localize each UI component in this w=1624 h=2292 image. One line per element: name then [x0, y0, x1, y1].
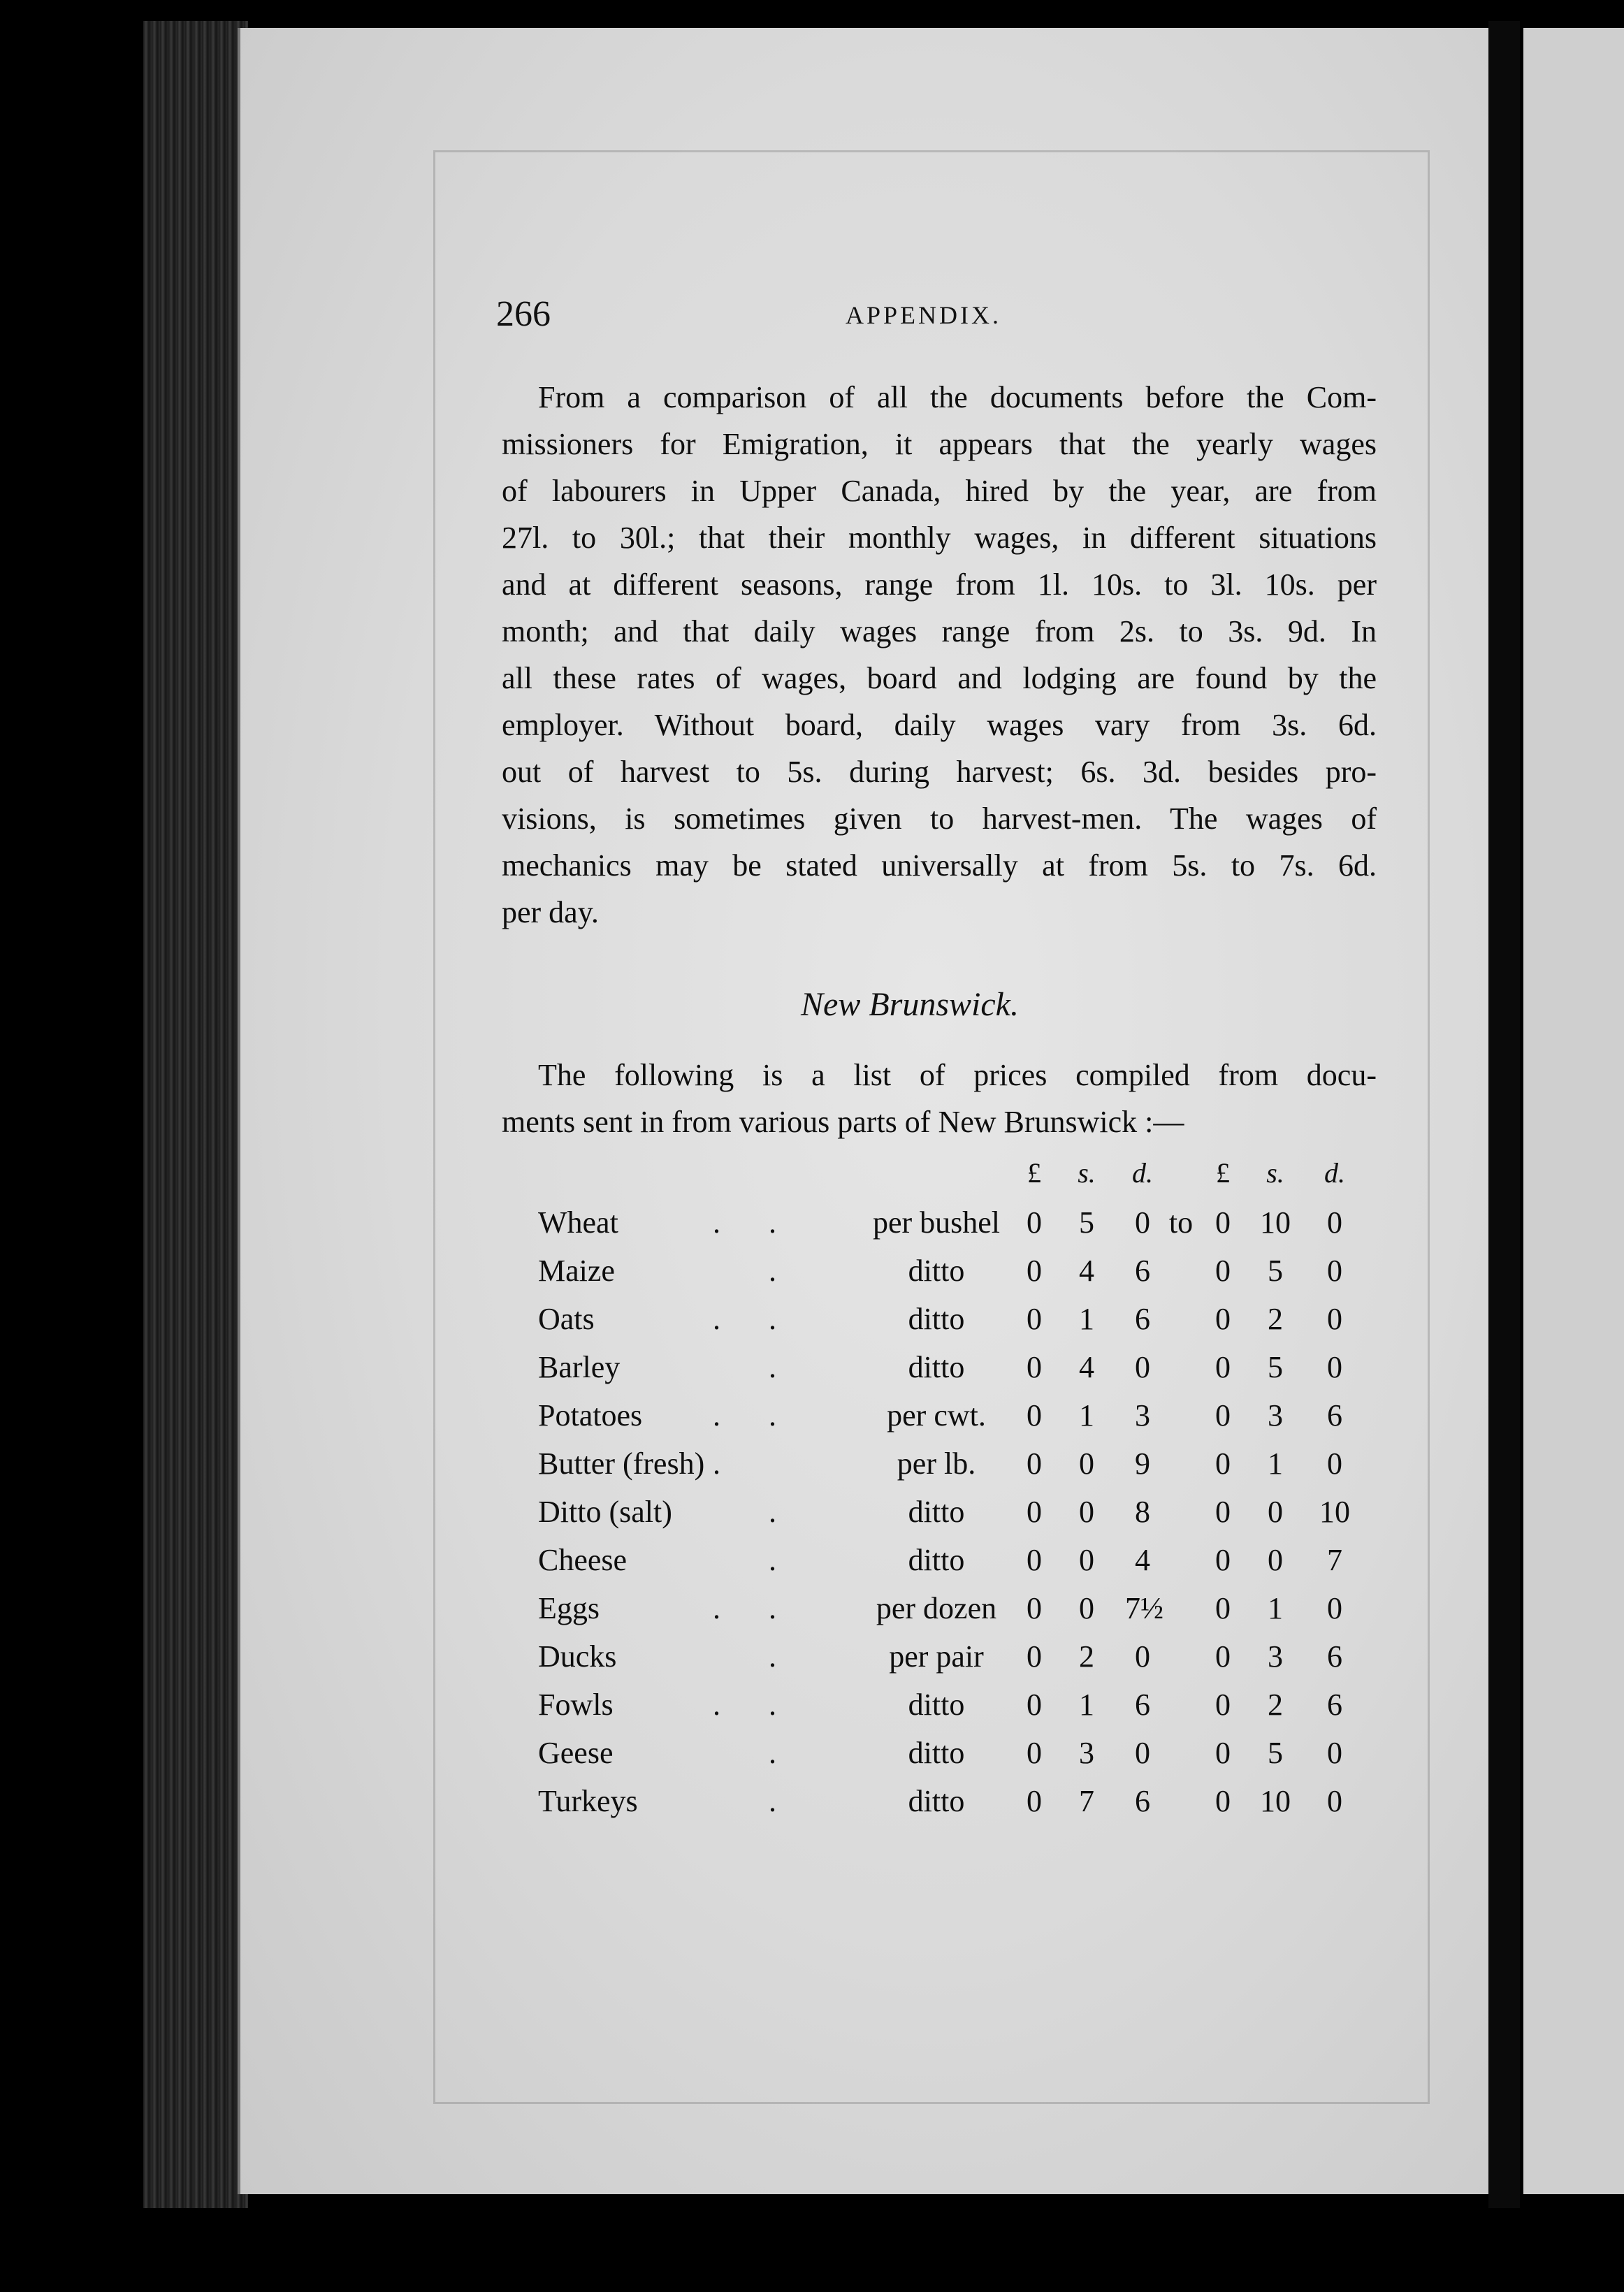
body-line: out of harvest to 5s. during harvest; 6s. 3d. besides pro- [502, 755, 1377, 789]
table-row [538, 1349, 1377, 1398]
table-row [538, 1639, 1377, 1687]
price-shillings-to: 1 [1268, 1591, 1283, 1625]
item-unit: ditto [908, 1350, 965, 1384]
price-pounds-to: 0 [1215, 1254, 1231, 1288]
leader-dot: . [769, 1591, 776, 1625]
price-pence-to: 10 [1319, 1495, 1350, 1529]
price-shillings-from: 0 [1079, 1495, 1094, 1529]
price-pence-to: 0 [1327, 1591, 1342, 1625]
item-unit: ditto [908, 1784, 965, 1818]
price-pounds-to: 0 [1215, 1446, 1231, 1481]
running-head: APPENDIX. [846, 301, 1002, 329]
price-pence-to: 0 [1327, 1736, 1342, 1770]
item-unit: ditto [908, 1688, 965, 1722]
item-name: Potatoes [538, 1398, 643, 1432]
price-table [538, 1156, 1377, 1832]
item-name: Maize [538, 1254, 615, 1288]
intro-line: ments sent in from various parts of New Brunswick :— [502, 1105, 1184, 1139]
price-pence-from: 6 [1135, 1254, 1150, 1288]
price-pence-from: 0 [1135, 1736, 1150, 1770]
item-name: Butter (fresh) [538, 1446, 705, 1481]
price-shillings-from: 4 [1079, 1350, 1094, 1384]
price-pence-to: 6 [1327, 1639, 1342, 1674]
table-row [538, 1205, 1377, 1253]
price-shillings-to: 3 [1268, 1398, 1283, 1432]
price-pounds-from: 0 [1027, 1784, 1042, 1818]
item-unit: ditto [908, 1254, 965, 1288]
item-name: Fowls [538, 1688, 614, 1722]
price-pounds-to: 0 [1215, 1639, 1231, 1674]
item-name: Cheese [538, 1543, 628, 1577]
price-pounds-from: 0 [1027, 1591, 1042, 1625]
price-shillings-to: 0 [1268, 1495, 1283, 1529]
item-name: Oats [538, 1302, 595, 1336]
price-shillings-to: 3 [1268, 1639, 1283, 1674]
price-pounds-from: 0 [1027, 1639, 1042, 1674]
price-pence-to: 7 [1327, 1543, 1342, 1577]
price-pounds-from: 0 [1027, 1302, 1042, 1336]
price-pounds-to: 0 [1215, 1398, 1231, 1432]
item-unit: per bushel [872, 1205, 1001, 1240]
item-name: Wheat [538, 1205, 618, 1240]
price-pence-from: 0 [1135, 1639, 1150, 1674]
price-pounds-from: 0 [1027, 1350, 1042, 1384]
body-line: visions, is sometimes given to harvest-men. The wages of [502, 802, 1377, 836]
item-unit: ditto [908, 1495, 965, 1529]
item-unit: ditto [908, 1736, 965, 1770]
item-unit: ditto [908, 1302, 965, 1336]
item-unit: per pair [889, 1639, 984, 1674]
leader-dot: . [713, 1688, 720, 1722]
item-name: Geese [538, 1736, 614, 1770]
price-shillings-to: 2 [1268, 1302, 1283, 1336]
price-shillings-to: 10 [1260, 1784, 1291, 1818]
item-name: Ducks [538, 1639, 617, 1674]
item-unit: per lb. [897, 1446, 976, 1481]
intro-line: The following is a list of prices compiled from docu- [538, 1058, 1377, 1092]
price-pence-to: 0 [1327, 1205, 1342, 1240]
price-shillings-from: 0 [1079, 1543, 1094, 1577]
body-line: all these rates of wages, board and lodging are found by the [502, 661, 1377, 695]
price-pence-from: 3 [1135, 1398, 1150, 1432]
item-unit: ditto [908, 1543, 965, 1577]
table-row [538, 1590, 1377, 1639]
table-row [538, 1446, 1377, 1494]
price-pounds-to: 0 [1215, 1543, 1231, 1577]
header-pence-from: d. [1132, 1157, 1153, 1189]
price-pence-from: 6 [1135, 1688, 1150, 1722]
price-pounds-to: 0 [1215, 1736, 1231, 1770]
price-shillings-to: 2 [1268, 1688, 1283, 1722]
leader-dot: . [713, 1591, 720, 1625]
leader-dot: . [769, 1495, 776, 1529]
price-pounds-to: 0 [1215, 1688, 1231, 1722]
body-line: employer. Without board, daily wages vary from 3s. 6d. [502, 708, 1377, 742]
price-pounds-from: 0 [1027, 1736, 1042, 1770]
section-title: New Brunswick. [801, 986, 1019, 1023]
leader-dot: . [769, 1688, 776, 1722]
table-row [538, 1687, 1377, 1735]
price-shillings-from: 0 [1079, 1591, 1094, 1625]
range-to-word: to [1168, 1205, 1194, 1240]
leader-dot: . [769, 1543, 776, 1577]
price-pounds-from: 0 [1027, 1495, 1042, 1529]
body-line: and at different seasons, range from 1l. 10s. to 3l. 10s. per [502, 567, 1377, 602]
price-pence-from: 4 [1135, 1543, 1150, 1577]
leader-dot: . [769, 1302, 776, 1336]
leader-dot: . [769, 1736, 776, 1770]
leader-dot: . [769, 1205, 776, 1240]
book-page-edges [143, 21, 248, 2208]
header-pence-to: d. [1324, 1157, 1345, 1189]
price-pounds-from: 0 [1027, 1688, 1042, 1722]
body-line: per day. [502, 895, 599, 929]
price-pounds-from: 0 [1027, 1254, 1042, 1288]
gutter-shadow [1488, 21, 1520, 2208]
price-pence-from: 6 [1135, 1302, 1150, 1336]
price-shillings-to: 5 [1268, 1254, 1283, 1288]
table-row [538, 1253, 1377, 1301]
price-pence-to: 0 [1327, 1784, 1342, 1818]
price-shillings-to: 5 [1268, 1736, 1283, 1770]
header-pounds-to: £ [1216, 1157, 1230, 1189]
price-shillings-from: 1 [1079, 1688, 1094, 1722]
price-shillings-to: 1 [1268, 1446, 1283, 1481]
price-shillings-to: 5 [1268, 1350, 1283, 1384]
table-row [538, 1542, 1377, 1590]
price-pence-from: 8 [1135, 1495, 1150, 1529]
item-name: Barley [538, 1350, 621, 1384]
price-pence-from: 7½ [1125, 1591, 1163, 1625]
body-line: month; and that daily wages range from 2s. to 3s. 9d. In [502, 614, 1377, 648]
leader-dot: . [769, 1254, 776, 1288]
price-pounds-to: 0 [1215, 1784, 1231, 1818]
item-name: Turkeys [538, 1784, 638, 1818]
leader-dot: . [769, 1639, 776, 1674]
header-pounds-from: £ [1027, 1157, 1041, 1189]
item-unit: per cwt. [887, 1398, 986, 1432]
price-shillings-from: 0 [1079, 1446, 1094, 1481]
header-shillings-from: s. [1078, 1157, 1096, 1189]
price-pounds-to: 0 [1215, 1205, 1231, 1240]
price-pounds-from: 0 [1027, 1446, 1042, 1481]
price-pence-from: 0 [1135, 1350, 1150, 1384]
price-pence-from: 0 [1135, 1205, 1150, 1240]
leader-dot: . [713, 1446, 720, 1481]
leader-dot: . [769, 1350, 776, 1384]
table-row [538, 1783, 1377, 1832]
price-shillings-from: 2 [1079, 1639, 1094, 1674]
price-pounds-to: 0 [1215, 1591, 1231, 1625]
body-line: missioners for Emigration, it appears that the yearly wages [502, 427, 1377, 461]
body-paragraph [502, 374, 1377, 936]
price-pence-from: 9 [1135, 1446, 1150, 1481]
price-pence-to: 0 [1327, 1302, 1342, 1336]
leader-dot: . [713, 1302, 720, 1336]
price-shillings-from: 5 [1079, 1205, 1094, 1240]
leader-dot: . [769, 1784, 776, 1818]
table-row [538, 1494, 1377, 1542]
page-header [496, 293, 1370, 342]
price-pence-to: 0 [1327, 1350, 1342, 1384]
price-shillings-from: 4 [1079, 1254, 1094, 1288]
price-pounds-from: 0 [1027, 1398, 1042, 1432]
price-shillings-from: 1 [1079, 1398, 1094, 1432]
table-row [538, 1735, 1377, 1783]
price-shillings-to: 10 [1260, 1205, 1291, 1240]
price-pence-to: 6 [1327, 1688, 1342, 1722]
body-line: From a comparison of all the documents before the Com- [538, 380, 1377, 414]
price-pounds-from: 0 [1027, 1543, 1042, 1577]
price-pounds-to: 0 [1215, 1302, 1231, 1336]
price-shillings-from: 3 [1079, 1736, 1094, 1770]
price-pence-from: 6 [1135, 1784, 1150, 1818]
price-pence-to: 0 [1327, 1254, 1342, 1288]
price-shillings-from: 1 [1079, 1302, 1094, 1336]
body-line: 27l. to 30l.; that their monthly wages, in different situations [502, 521, 1377, 555]
price-pounds-to: 0 [1215, 1495, 1231, 1529]
body-line: of labourers in Upper Canada, hired by the year, are from [502, 474, 1377, 508]
price-pounds-from: 0 [1027, 1205, 1042, 1240]
facing-page-edge [1523, 28, 1624, 2194]
table-row [538, 1301, 1377, 1349]
leader-dot: . [713, 1398, 720, 1432]
price-pounds-to: 0 [1215, 1350, 1231, 1384]
table-row [538, 1398, 1377, 1446]
price-shillings-to: 0 [1268, 1543, 1283, 1577]
page-number: 266 [496, 294, 551, 334]
item-unit: per dozen [876, 1591, 997, 1625]
body-line: mechanics may be stated universally at from 5s. to 7s. 6d. [502, 848, 1377, 883]
leader-dot: . [713, 1205, 720, 1240]
section-intro [502, 1052, 1377, 1145]
price-shillings-from: 7 [1079, 1784, 1094, 1818]
leader-dot: . [769, 1398, 776, 1432]
header-shillings-to: s. [1266, 1157, 1284, 1189]
price-pence-to: 0 [1327, 1446, 1342, 1481]
item-name: Ditto (salt) [538, 1495, 672, 1529]
item-name: Eggs [538, 1591, 600, 1625]
table-header-row [538, 1156, 1377, 1205]
price-pence-to: 6 [1327, 1398, 1342, 1432]
